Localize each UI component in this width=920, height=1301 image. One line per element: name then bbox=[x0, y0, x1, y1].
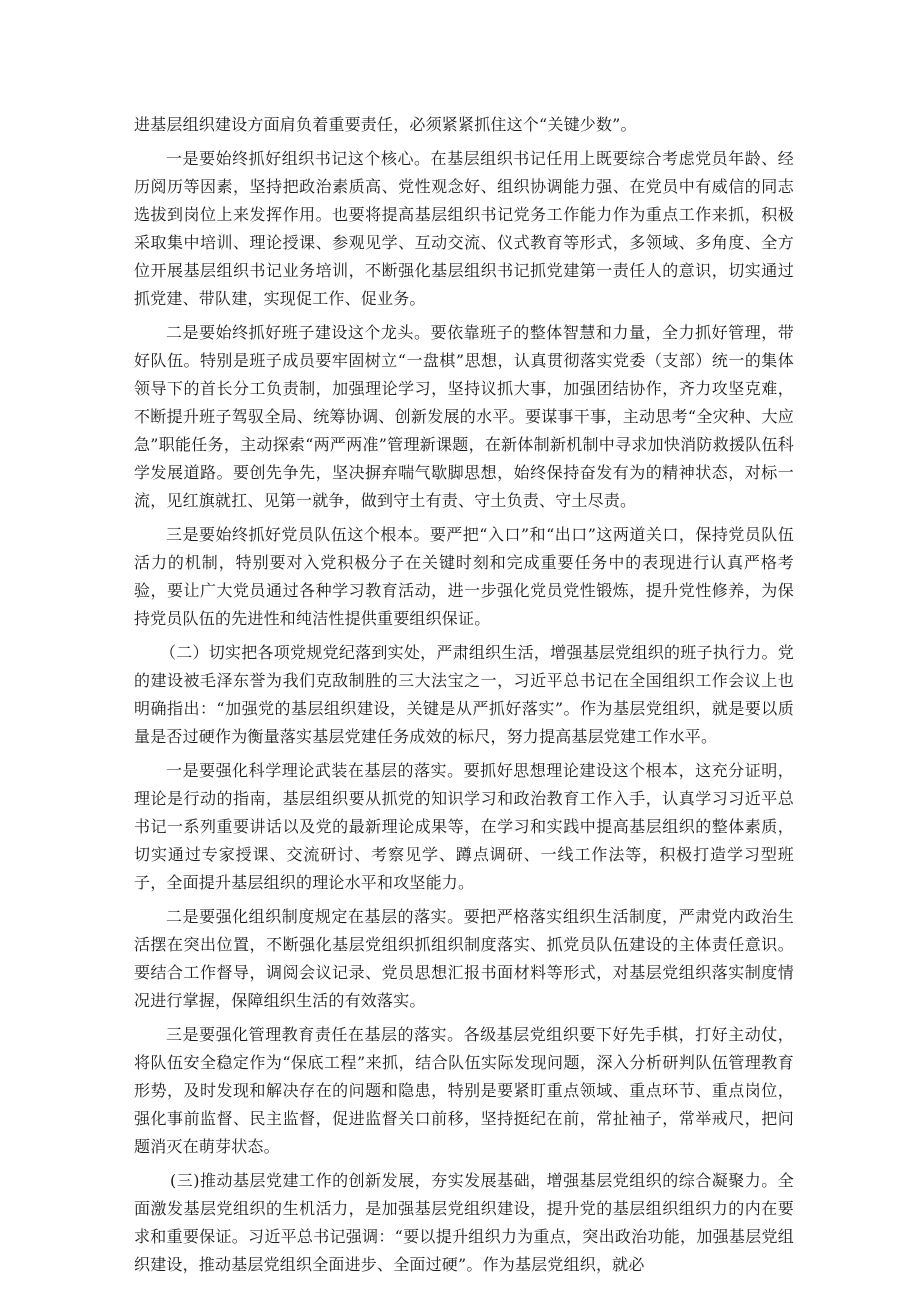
document-body bbox=[134, 111, 794, 1285]
section-heading-two: （二）切实把各项党规党纪落到实处，严肃组织生活，增强基层党组织的班子执行力。党的建设被毛泽东誉为我们克敌制胜的三大法宝之一，习近平总书记在全国组织工作会议上也明确指出：“加强党的基层组织建设，关键是从严抓好落实”。作为基层党组织，就是要以质量是否过硬作为衡量落实基层党建任务成效的标尺，努力提高基层党建工作水平。 bbox=[134, 643, 794, 746]
paragraph-intro: 进基层组织建设方面肩负着重要责任，必须紧紧抓住这个“关键少数”。 bbox=[134, 115, 637, 134]
paragraph-management-education: 三是要强化管理教育责任在基层的落实。各级基层党组织要下好先手棋，打好主动仗，将队伍安全稳定作为“保底工程”来抓，结合队伍实际发现问题，深入分析研判队伍管理教育形势，及时发现和解决存在的问题和隐患，特别是要紧盯重点领域、重点环节、重点岗位，强化事前监督、民主监督，促进监督关口前移，坚持挺纪在前，常扯袖子，常举戒尺，把问题消灭在萌芽状态。 bbox=[134, 1025, 794, 1156]
paragraph-leadership-team: 二是要始终抓好班子建设这个龙头。要依靠班子的整体智慧和力量，全力抓好管理，带好队伍。特别是班子成员要牢固树立“一盘棋”思想，认真贯彻落实党委（支部）统一的集体领导下的首长分工负责制，加强理论学习，坚持议抓大事，加强团结协作，齐力攻坚克难，不断提升班子驾驭全局、统筹协调、创新发展的水平。要谋事干事，主动思考“全灾种、大应急”职能任务，主动探索“两严两准”管理新课题，在新体制新机制中寻求加快消防救援队伍科学发展道路。要创先争先，坚决摒弃喘气歇脚思想，始终保持奋发有为的精神状态，对标一流，见红旗就扛、见第一就争，做到守土有责、守土负责、守土尽责。 bbox=[134, 323, 794, 510]
paragraph-party-members: 三是要始终抓好党员队伍这个根本。要严把“入口”和“出口”这两道关口，保持党员队伍活力的机制，特别要对入党积极分子在关键时刻和完成重要任务中的表现进行认真严格考验，要让广大党员通过各种学习教育活动，进一步强化党员党性锻炼，提升党性修养，为保持党员队伍的先进性和纯洁性提供重要组织保证。 bbox=[134, 525, 794, 628]
paragraph-organization-rules: 二是要强化组织制度规定在基层的落实。要把严格落实组织生活制度，严肃党内政治生活摆在突出位置，不断强化基层党组织抓组织制度落实、抓党员队伍建设的主体责任意识。要结合工作督导，调阅会议记录、党员思想汇报书面材料等形式，对基层党组织落实制度情况进行掌握，保障组织生活的有效落实。 bbox=[134, 907, 794, 1010]
paragraph-secretary-core: 一是要始终抓好组织书记这个核心。在基层组织书记任用上既要综合考虑党员年龄、经历阅历等因素，坚持把政治素质高、党性观念好、组织协调能力强、在党员中有威信的同志选拔到岗位上来发挥作用。也要将提高基层组织书记党务工作能力作为重点工作来抓，积极采取集中培训、理论授课、参观见学、互动交流、仪式教育等形式，多领域、多角度、全方位开展基层组织书记业务培训，不断强化基层组织书记抓党建第一责任人的意识，切实通过抓党建、带队建，实现促工作、促业务。 bbox=[134, 149, 794, 308]
section-heading-three: (三)推动基层党建工作的创新发展，夯实发展基础，增强基层党组织的综合凝聚力。全面激发基层党组织的生机活力，是加强基层党组织建设，提升党的基层组织组织力的内在要求和重要保证。习近平总书记强调：“要以提升组织力为重点，突出政治功能，加强基层党组织建设，推动基层党组织全面进步、全面过硬”。作为基层党组织，就必 bbox=[134, 1171, 794, 1274]
paragraph-theory-study: 一是要强化科学理论武装在基层的落实。要抓好思想理论建设这个根本，这充分证明，理论是行动的指南，基层组织要从抓党的知识学习和政治教育工作入手，认真学习习近平总书记一系列重要讲话以及党的最新理论成果等，在学习和实践中提高基层组织的整体素质，切实通过专家授课、交流研讨、考察见学、蹲点调研、一线工作法等，积极打造学习型班子，全面提升基层组织的理论水平和攻坚能力。 bbox=[134, 761, 794, 892]
